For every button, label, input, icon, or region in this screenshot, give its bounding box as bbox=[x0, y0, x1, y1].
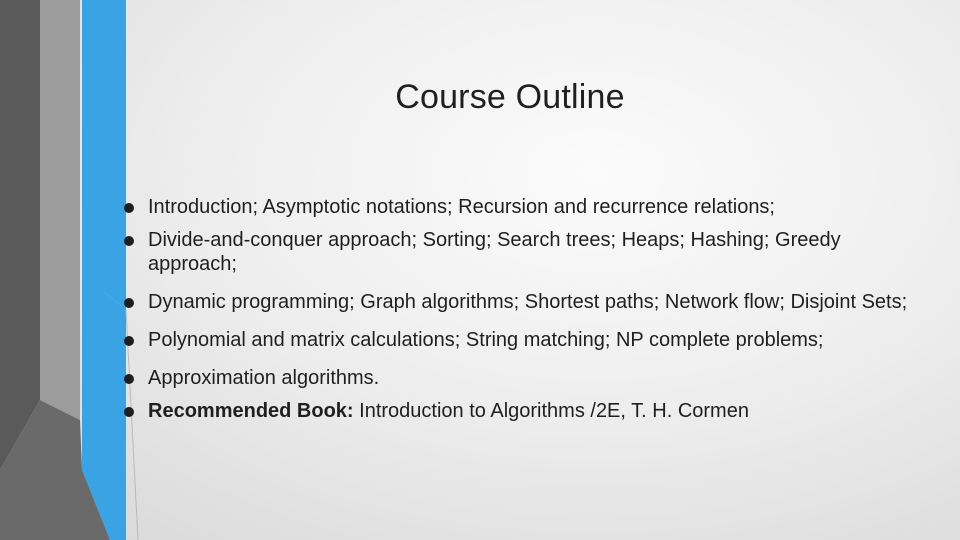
bullet-text: Dynamic programming; Graph algorithms; Shortest paths; Network flow; Disjoint Sets; bbox=[148, 291, 908, 313]
bullet-item bbox=[124, 195, 914, 219]
bullet-dot-icon bbox=[124, 298, 134, 308]
bullet-dot-icon bbox=[124, 407, 134, 417]
bullet-text: Polynomial and matrix calculations; String matching; NP complete problems; bbox=[148, 329, 824, 351]
bullet-text bbox=[148, 400, 749, 422]
bullet-item bbox=[124, 366, 914, 390]
bullet-text: Approximation algorithms. bbox=[148, 367, 380, 389]
light-gray-bar bbox=[40, 0, 80, 420]
bullet-item bbox=[124, 228, 914, 276]
bullet-item-recommended-book bbox=[124, 399, 914, 423]
bullet-text: Introduction; Asymptotic notations; Recursion and recurrence relations; bbox=[148, 196, 775, 218]
bullet-dot-icon bbox=[124, 203, 134, 213]
blue-bar bbox=[104, 0, 126, 310]
bullet-item bbox=[124, 328, 914, 352]
bullet-dot-icon bbox=[124, 336, 134, 346]
recommended-book-label: Recommended Book: bbox=[148, 400, 354, 422]
bullet-list bbox=[124, 195, 914, 423]
bullet-dot-icon bbox=[124, 374, 134, 384]
decorative-side-bars bbox=[0, 0, 140, 540]
recommended-book-title: Introduction to Algorithms /2E, T. H. Cormen bbox=[353, 400, 749, 422]
bullet-text: Divide-and-conquer approach; Sorting; Search trees; Heaps; Hashing; Greedy approach; bbox=[148, 229, 841, 275]
bullet-item bbox=[124, 290, 914, 314]
dark-gray-bar bbox=[0, 0, 40, 470]
bullet-dot-icon bbox=[124, 236, 134, 246]
slide-title: Course Outline bbox=[395, 78, 625, 116]
